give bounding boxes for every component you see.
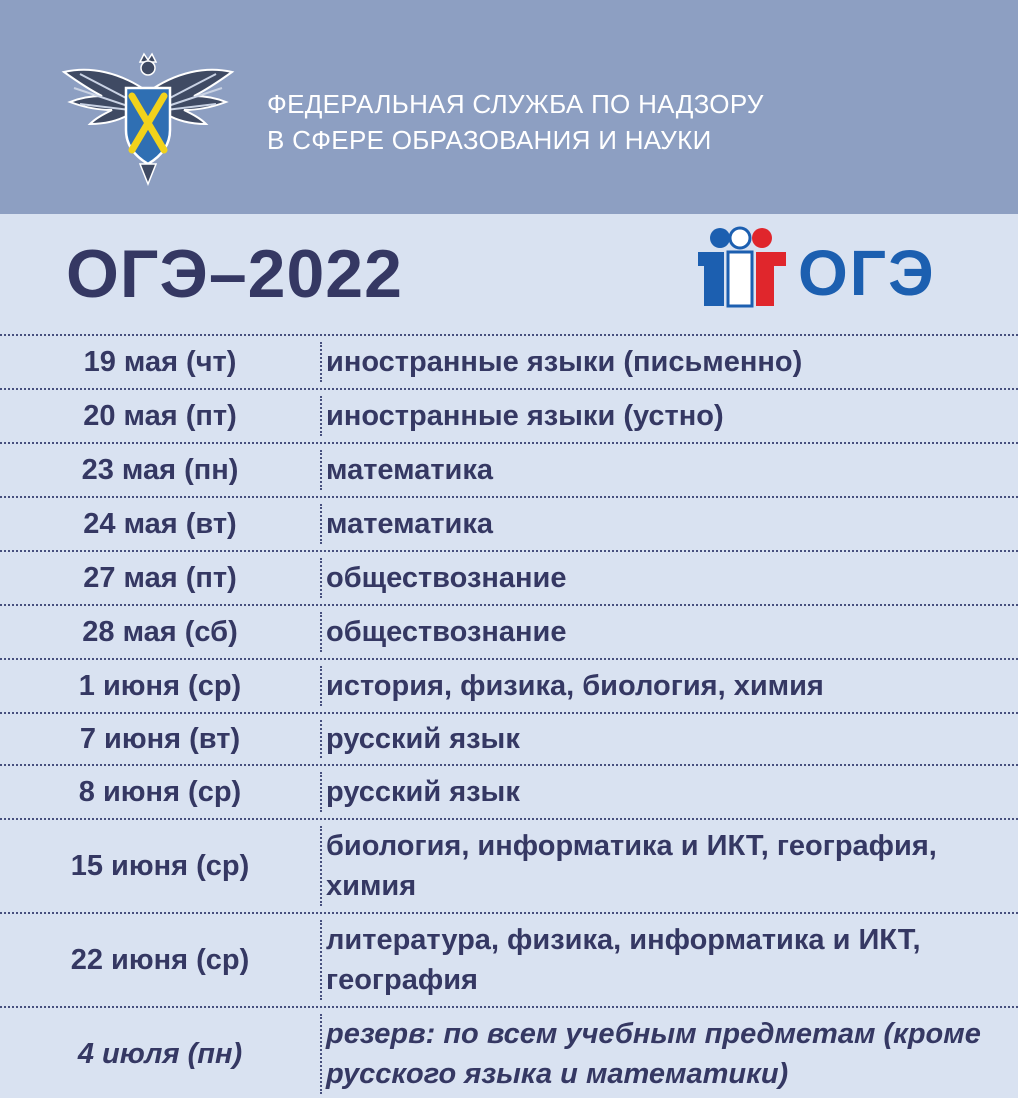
exam-subject: история, физика, биология, химия [320, 660, 1018, 712]
exam-date: 20 мая (пт) [83, 399, 237, 432]
top-banner [0, 0, 1018, 214]
exam-date: 7 июня (вт) [79, 722, 241, 755]
table-row [0, 712, 1018, 764]
exam-date: 27 мая (пт) [83, 561, 237, 594]
exam-subject: обществознание [320, 552, 1018, 604]
agency-name [267, 86, 764, 158]
exam-date: 24 мая (вт) [83, 507, 237, 540]
exam-subject: иностранные языки (устно) [320, 390, 1018, 442]
table-row [0, 818, 1018, 912]
table-row-reserve [0, 1006, 1018, 1098]
table-row [0, 388, 1018, 442]
exam-date: 8 июня (ср) [78, 775, 242, 808]
exam-date: 23 мая (пн) [81, 453, 239, 486]
table-row [0, 604, 1018, 658]
exam-date: 19 мая (чт) [83, 345, 237, 378]
exam-date: 22 июня (ср) [70, 943, 250, 976]
exam-schedule-table [0, 334, 1018, 1098]
page-title: ОГЭ–2022 [66, 236, 403, 312]
exam-subject: резерв: по всем учебным предметам (кроме русского языка и математики) [320, 1008, 1018, 1098]
table-row [0, 764, 1018, 818]
table-row [0, 550, 1018, 604]
exam-subject: литература, физика, информатика и ИКТ, география [320, 914, 1018, 1006]
exam-subject: математика [320, 444, 1018, 496]
exam-date: 4 июля (пн) [77, 1037, 243, 1070]
exam-date: 15 июня (ср) [70, 849, 250, 882]
exam-subject: русский язык [320, 714, 1018, 764]
oge-logo-text: ОГЭ [798, 237, 936, 309]
table-row [0, 912, 1018, 1006]
agency-name-line1: ФЕДЕРАЛЬНАЯ СЛУЖБА ПО НАДЗОРУ [267, 89, 764, 119]
table-row [0, 334, 1018, 388]
exam-date: 28 мая (сб) [82, 615, 238, 648]
exam-subject: биология, информатика и ИКТ, география, химия [320, 820, 1018, 912]
table-row [0, 496, 1018, 550]
exam-subject: иностранные языки (письменно) [320, 336, 1018, 388]
exam-subject: русский язык [320, 766, 1018, 818]
exam-date: 1 июня (ср) [78, 669, 242, 702]
table-row [0, 442, 1018, 496]
exam-subject: обществознание [320, 606, 1018, 658]
table-row [0, 658, 1018, 712]
exam-subject: математика [320, 498, 1018, 550]
agency-name-line2: В СФЕРЕ ОБРАЗОВАНИЯ И НАУКИ [267, 125, 712, 155]
eagle-emblem-icon [60, 52, 236, 186]
